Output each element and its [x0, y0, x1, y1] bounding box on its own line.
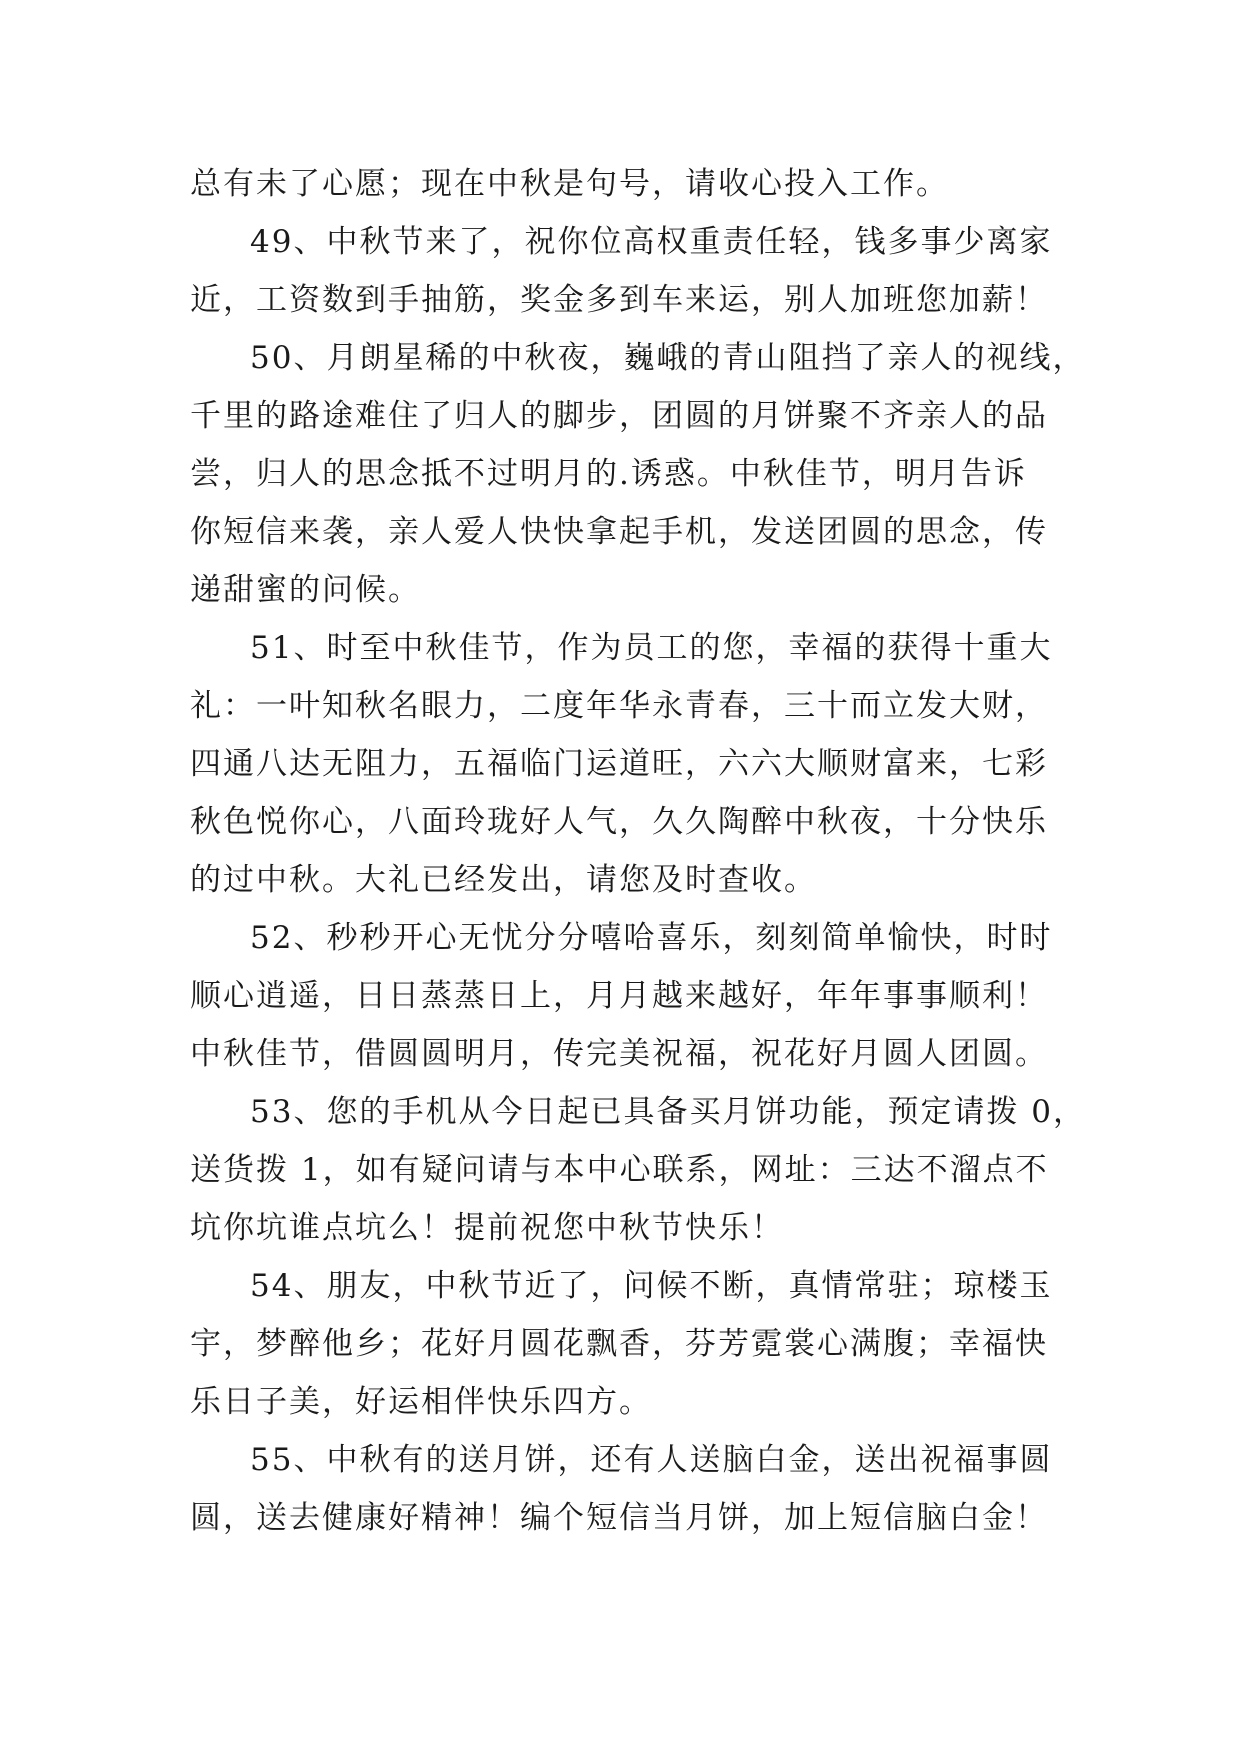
text-line: 近，工资数到手抽筋，奖金多到车来运，别人加班您加薪！ [190, 282, 1048, 318]
text-line: 坑你坑谁点坑么！提前祝您中秋节快乐！ [190, 1210, 784, 1246]
text-line: 的过中秋。大礼已经发出，请您及时查收。 [190, 862, 817, 898]
text-line: 乐日子美，好运相伴快乐四方。 [190, 1384, 652, 1420]
document-body [190, 155, 1087, 1547]
text-line: 礼：一叶知秋名眼力，二度年华永青春，三十而立发大财， [190, 688, 1048, 724]
text-line: 秋色悦你心，八面玲珑好人气，久久陶醉中秋夜，十分快乐 [190, 804, 1048, 840]
text-line: 递甜蜜的问候。 [190, 572, 421, 608]
text-line: 51、时至中秋佳节，作为员工的您，幸福的获得十重大 [250, 630, 1053, 666]
text-line: 宇，梦醉他乡；花好月圆花飘香，芬芳霓裳心满腹；幸福快 [190, 1326, 1048, 1362]
text-line: 圆，送去健康好精神！编个短信当月饼，加上短信脑白金！ [190, 1500, 1048, 1536]
text-line: 送货拨 1，如有疑问请与本中心联系，网址：三达不溜点不 [190, 1152, 1049, 1188]
text-line: 50、月朗星稀的中秋夜，巍峨的青山阻挡了亲人的视线， [250, 340, 1086, 376]
text-line: 千里的路途难住了归人的脚步，团圆的月饼聚不齐亲人的品 [190, 398, 1048, 434]
text-line: 54、朋友，中秋节近了，问候不断，真情常驻；琼楼玉 [250, 1268, 1053, 1304]
text-line: 55、中秋有的送月饼，还有人送脑白金，送出祝福事圆 [250, 1442, 1053, 1478]
text-line: 中秋佳节，借圆圆明月，传完美祝福，祝花好月圆人团圆。 [190, 1036, 1048, 1072]
text-line: 四通八达无阻力，五福临门运道旺，六六大顺财富来，七彩 [190, 746, 1048, 782]
text-line: 52、秒秒开心无忧分分嘻哈喜乐，刻刻简单愉快，时时 [250, 920, 1053, 956]
text-line: 尝，归人的思念抵不过明月的.诱惑。中秋佳节，明月告诉 [190, 456, 1027, 492]
text-line: 53、您的手机从今日起已具备买月饼功能，预定请拨 0， [250, 1094, 1087, 1130]
text-line: 顺心逍遥，日日蒸蒸日上，月月越来越好，年年事事顺利！ [190, 978, 1048, 1014]
text-line: 总有未了心愿；现在中秋是句号，请收心投入工作。 [190, 166, 949, 202]
text-line: 49、中秋节来了，祝你位高权重责任轻，钱多事少离家 [250, 224, 1053, 260]
text-line: 你短信来袭，亲人爱人快快拿起手机，发送团圆的思念，传 [190, 514, 1048, 550]
